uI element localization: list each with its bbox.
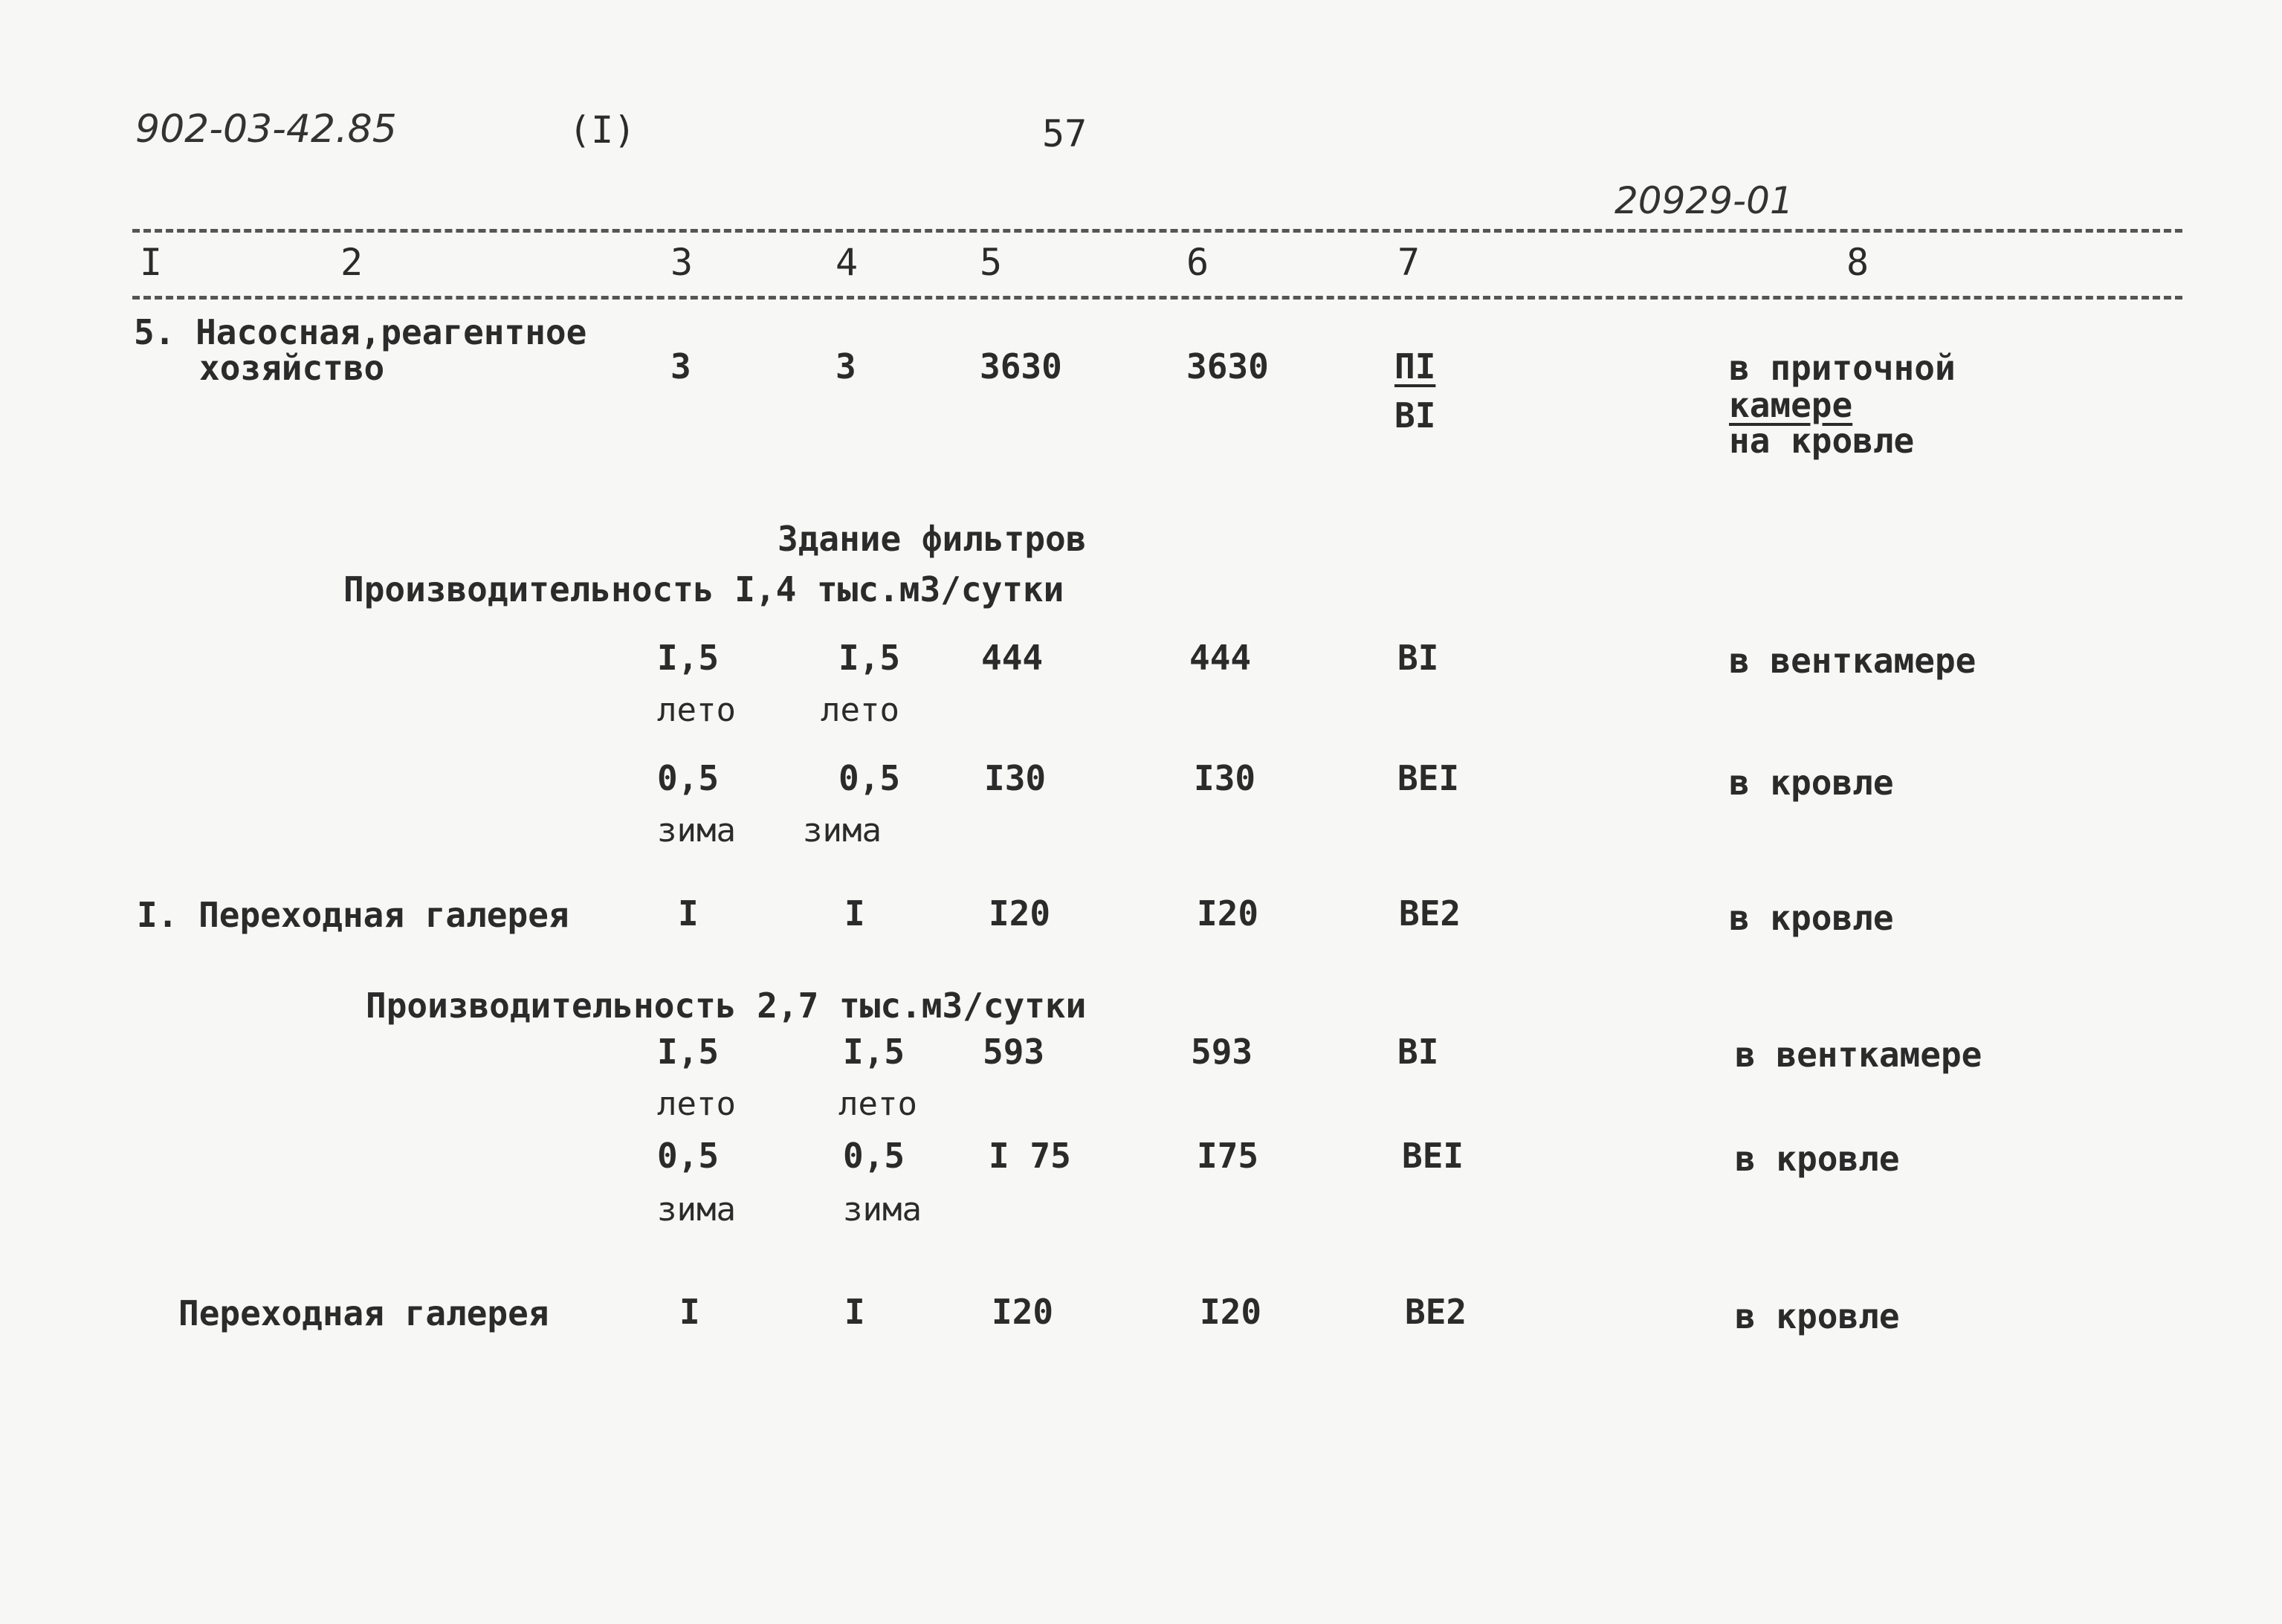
col-header-6: 6 xyxy=(1186,241,1209,284)
rowA-col6: 444 xyxy=(1189,638,1252,678)
rowB-col3-season: зима xyxy=(657,812,736,850)
section-title: Здание фильтров xyxy=(778,519,1087,559)
gallery1-col5: I20 xyxy=(989,893,1051,934)
gallery1-col3: I xyxy=(678,893,699,934)
rowA-col8: в венткамере xyxy=(1729,641,1976,681)
gallery2-col6: I20 xyxy=(1200,1292,1262,1332)
row5-col7-bottom: BI xyxy=(1394,395,1436,436)
part-number: (I) xyxy=(569,109,636,152)
doc-code: 902-03-42.85 xyxy=(135,107,397,152)
rowD-col4: 0,5 xyxy=(843,1136,905,1176)
table-header-rule xyxy=(132,296,2182,300)
col-header-2: 2 xyxy=(340,241,363,284)
gallery1-col8: в кровле xyxy=(1729,898,1894,938)
rowB-col4-season: зима xyxy=(803,812,882,850)
rowD-col3: 0,5 xyxy=(657,1136,720,1176)
rowD-col6: I75 xyxy=(1197,1136,1259,1176)
rowA-col4-season: лето xyxy=(821,691,899,729)
inventory-number: 20929-01 xyxy=(1614,179,1794,222)
rowA-col3-season: лето xyxy=(657,691,736,729)
row5-col3: 3 xyxy=(670,346,691,386)
row5-col5: 3630 xyxy=(980,346,1062,386)
rowD-col4-season: зима xyxy=(843,1191,922,1229)
rowC-col3: I,5 xyxy=(657,1032,720,1072)
row5-col8-line3: на кровле xyxy=(1729,421,1915,461)
row5-col8-line2: камере xyxy=(1729,385,1853,425)
capacity-1: Производительность I,4 тыс.м3/сутки xyxy=(343,569,1064,609)
rowB-col4: 0,5 xyxy=(838,758,901,798)
table-top-rule xyxy=(132,229,2182,233)
rowD-col7: BEI xyxy=(1402,1136,1464,1176)
capacity-2: Производительность 2,7 тыс.м3/сутки xyxy=(366,986,1087,1026)
rowC-col8: в венткамере xyxy=(1735,1035,1982,1075)
gallery1-name: I. Переходная галерея xyxy=(137,895,569,935)
gallery2-col8: в кровле xyxy=(1735,1296,1900,1336)
row5-col4: 3 xyxy=(835,346,856,386)
gallery2-col3: I xyxy=(679,1292,700,1332)
gallery1-col6: I20 xyxy=(1197,893,1259,934)
rowA-col4: I,5 xyxy=(838,638,901,678)
rowB-col7: BEI xyxy=(1397,758,1460,798)
row5-col7-top: ПI xyxy=(1394,346,1436,386)
row5-col6: 3630 xyxy=(1186,346,1269,386)
col-header-4: 4 xyxy=(835,241,859,284)
gallery2-col4: I xyxy=(844,1292,865,1332)
col-header-3: 3 xyxy=(670,241,694,284)
rowB-col3: 0,5 xyxy=(657,758,720,798)
rowC-col5: 593 xyxy=(983,1032,1045,1072)
rowA-col7: BI xyxy=(1397,638,1439,678)
rowA-col5: 444 xyxy=(981,638,1044,678)
gallery1-col7: BE2 xyxy=(1399,893,1461,934)
col-header-8: 8 xyxy=(1846,241,1869,284)
rowC-col4-season: лето xyxy=(838,1085,917,1123)
row5-name-line2: хозяйство xyxy=(199,348,385,388)
rowB-col6: I30 xyxy=(1194,758,1256,798)
rowC-col6: 593 xyxy=(1191,1032,1253,1072)
rowD-col3-season: зима xyxy=(657,1191,736,1229)
rowB-col8: в кровле xyxy=(1729,763,1894,803)
rowC-col4: I,5 xyxy=(843,1032,905,1072)
rowC-col3-season: лето xyxy=(657,1085,736,1123)
rowD-col8: в кровле xyxy=(1735,1139,1900,1179)
gallery1-col4: I xyxy=(844,893,865,934)
row5-name-line1: 5. Насосная,реагентное xyxy=(134,312,587,352)
rowC-col7: BI xyxy=(1397,1032,1439,1072)
row5-col8-line1: в приточной xyxy=(1729,348,1956,388)
page-number: 57 xyxy=(1042,112,1087,155)
rowB-col5: I30 xyxy=(984,758,1047,798)
gallery2-name: Переходная галерея xyxy=(178,1293,549,1333)
col-header-1: I xyxy=(140,241,163,284)
col-header-5: 5 xyxy=(980,241,1003,284)
rowD-col5: I 75 xyxy=(989,1136,1071,1176)
rowA-col3: I,5 xyxy=(657,638,720,678)
col-header-7: 7 xyxy=(1397,241,1420,284)
gallery2-col5: I20 xyxy=(992,1292,1054,1332)
gallery2-col7: BE2 xyxy=(1405,1292,1467,1332)
